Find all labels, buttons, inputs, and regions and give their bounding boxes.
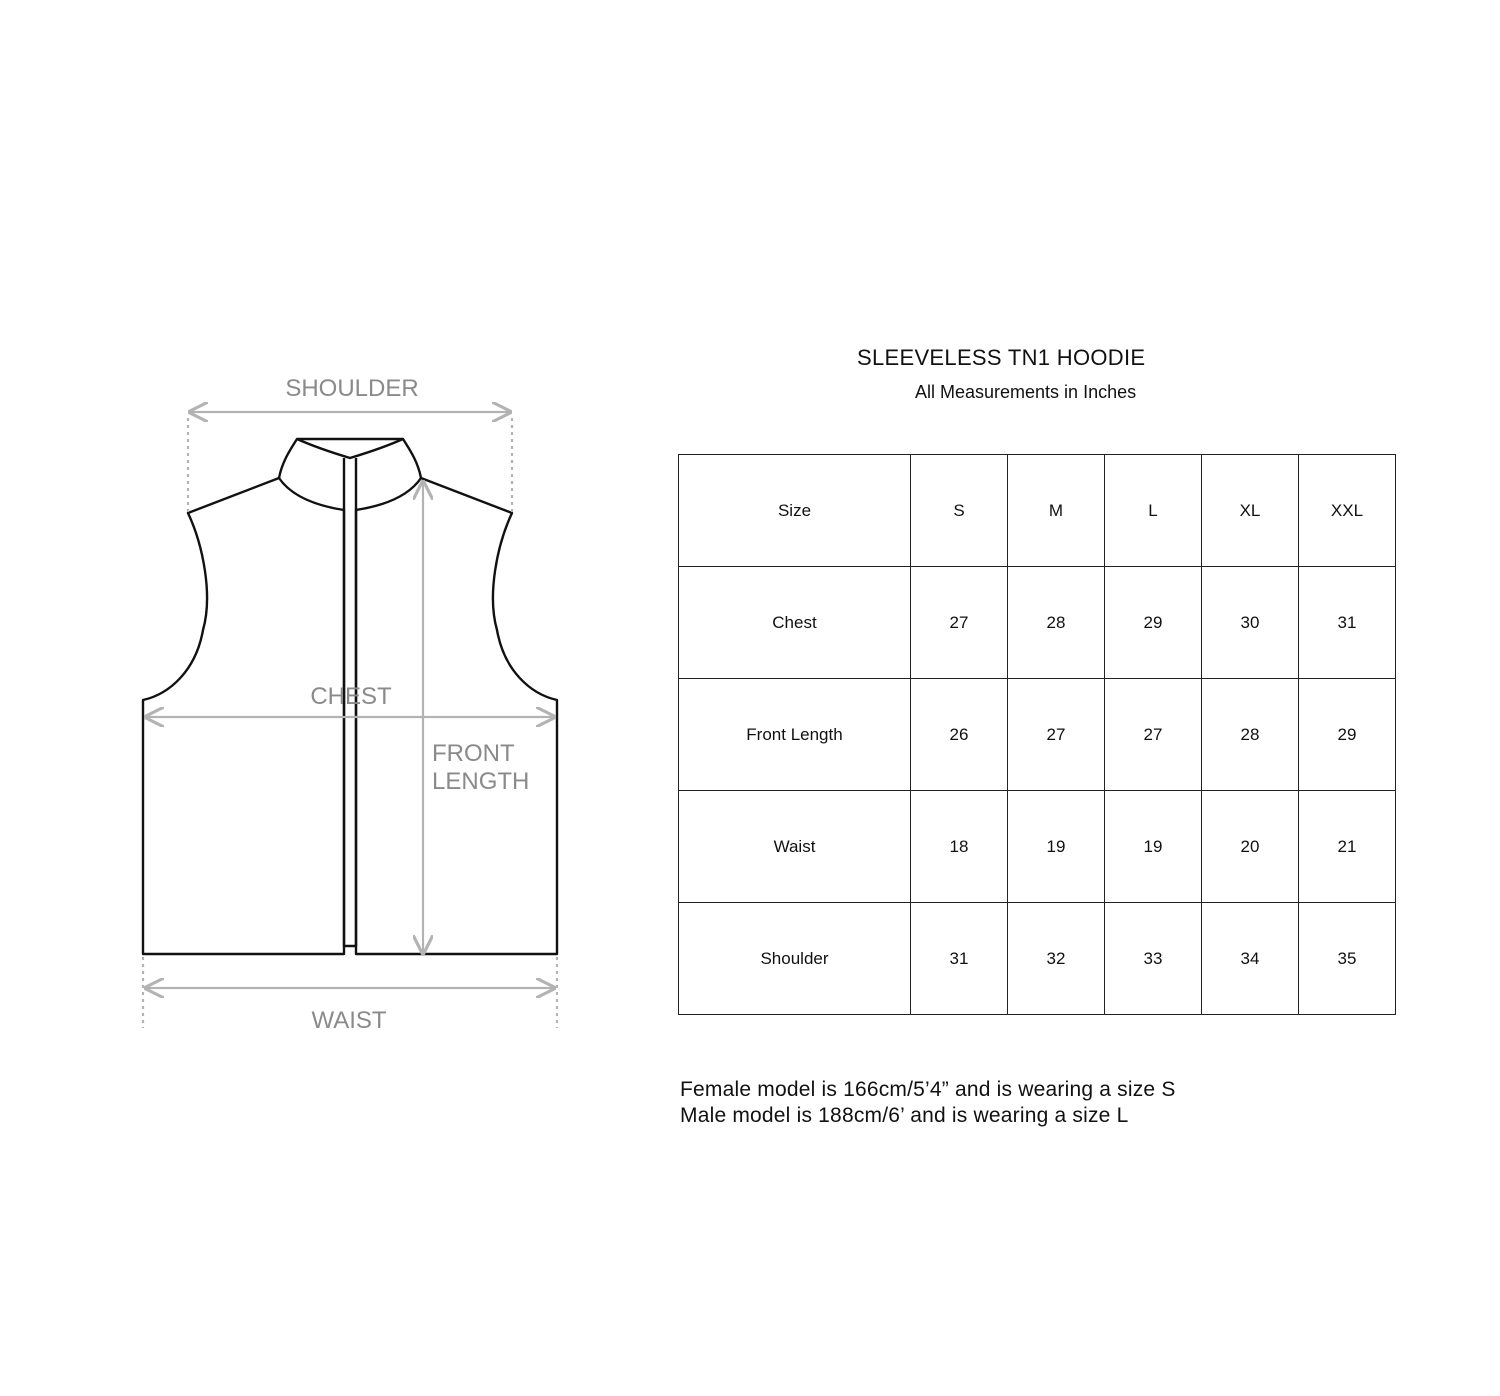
table-header-cell: L bbox=[1105, 455, 1202, 567]
table-row bbox=[679, 567, 1396, 679]
table-cell: 19 bbox=[1008, 791, 1105, 903]
table-header-size: Size bbox=[679, 455, 911, 567]
female-model-note: Female model is 166cm/5’4” and is wearing a size S bbox=[680, 1078, 1176, 1101]
table-row bbox=[679, 791, 1396, 903]
size-chart-table bbox=[678, 454, 1396, 1015]
table-cell: 28 bbox=[1202, 679, 1299, 791]
table-cell: 33 bbox=[1105, 903, 1202, 1015]
table-cell: 31 bbox=[911, 903, 1008, 1015]
table-cell: 21 bbox=[1299, 791, 1396, 903]
page-subtitle: All Measurements in Inches bbox=[915, 382, 1137, 402]
table-cell: 18 bbox=[911, 791, 1008, 903]
table-cell: 34 bbox=[1202, 903, 1299, 1015]
front-length-label-line1: FRONT bbox=[432, 740, 515, 767]
row-label: Chest bbox=[679, 567, 911, 679]
table-row bbox=[679, 679, 1396, 791]
table-cell: 20 bbox=[1202, 791, 1299, 903]
page-title: SLEEVELESS TN1 HOODIE bbox=[857, 345, 1146, 370]
shoulder-label: SHOULDER bbox=[285, 375, 419, 402]
table-cell: 27 bbox=[1008, 679, 1105, 791]
table-cell: 19 bbox=[1105, 791, 1202, 903]
table-cell: 28 bbox=[1008, 567, 1105, 679]
table-row bbox=[679, 903, 1396, 1015]
table-header-cell: XXL bbox=[1299, 455, 1396, 567]
model-notes bbox=[680, 1077, 1176, 1129]
table-cell: 29 bbox=[1299, 679, 1396, 791]
front-length-label-line2: LENGTH bbox=[432, 768, 530, 795]
table-header-cell: XL bbox=[1202, 455, 1299, 567]
table-cell: 27 bbox=[911, 567, 1008, 679]
vest-collar-inner bbox=[297, 439, 403, 458]
row-label: Front Length bbox=[679, 679, 911, 791]
table-header-row bbox=[679, 455, 1396, 567]
garment-diagram bbox=[0, 0, 660, 1100]
table-cell: 30 bbox=[1202, 567, 1299, 679]
table-cell: 32 bbox=[1008, 903, 1105, 1015]
table-cell: 29 bbox=[1105, 567, 1202, 679]
male-model-note: Male model is 188cm/6’ and is wearing a size L bbox=[680, 1104, 1129, 1127]
table-cell: 35 bbox=[1299, 903, 1396, 1015]
table-cell: 27 bbox=[1105, 679, 1202, 791]
measure-lines bbox=[143, 412, 557, 1028]
chest-label: CHEST bbox=[310, 683, 392, 710]
table-header-cell: S bbox=[911, 455, 1008, 567]
table-cell: 31 bbox=[1299, 567, 1396, 679]
row-label: Shoulder bbox=[679, 903, 911, 1015]
waist-label: WAIST bbox=[311, 1007, 387, 1034]
table-header-cell: M bbox=[1008, 455, 1105, 567]
table-cell: 26 bbox=[911, 679, 1008, 791]
row-label: Waist bbox=[679, 791, 911, 903]
